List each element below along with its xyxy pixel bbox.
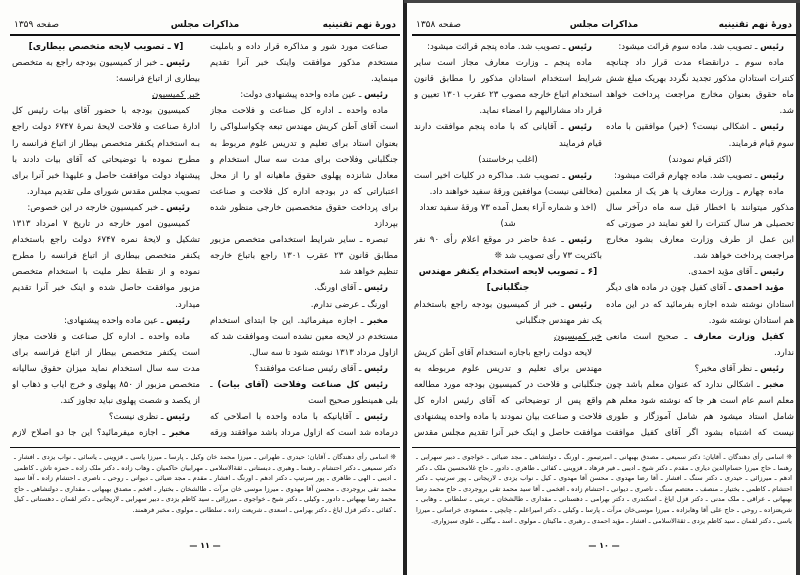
paragraph — [210, 377, 398, 409]
speaker-name: رئیس — [166, 412, 190, 423]
running-header — [412, 20, 796, 36]
paragraph — [210, 103, 398, 232]
paragraph-text: ـ آقایانیکه با ماده واحده با اصلاحی که درماده شد است که ازاول مرداد باشد موافقند ورقه — [210, 412, 398, 439]
paragraph — [12, 329, 200, 409]
paragraph-text: ـ نظری نیست؟ — [108, 412, 167, 423]
scan-edge — [796, 0, 800, 575]
paragraph — [414, 345, 602, 443]
speaker-name: رئیس — [760, 170, 784, 181]
speaker-name: رئیس — [166, 58, 190, 69]
speaker-name: مخبر — [169, 428, 190, 439]
speaker-name: رئیس — [760, 363, 784, 374]
paragraph-text: ـ تصویب شد. مذاکره در کلیات اخیر است (مخالفی نیست) موافقین ورقهٔ سفید خواهند داد. — [414, 170, 602, 197]
paragraph-text: ـ اجازه میفرمائید؟ این جا دو اصلاح لازم — [12, 428, 166, 439]
footnote-divider — [10, 447, 400, 448]
speaker-name: مؤید احمدی — [734, 283, 784, 294]
speaker-name: رئیس — [568, 299, 592, 310]
paragraph — [210, 409, 398, 443]
paragraph-text: [۶ ـ تصویب لایحه استخدام یکنفر مهندس جنگلبانی] — [418, 267, 598, 294]
paragraph-text: ـ تصویب شد. ماده پنجم قرائت میشود: — [427, 42, 569, 52]
page-number: — ۱۰ — — [588, 541, 620, 550]
paragraph — [606, 39, 794, 55]
paragraph-text: ـ بلی همینطور صحیح است — [210, 379, 398, 407]
paragraph-text: ـ نظر آقای مخبر؟ — [694, 363, 761, 374]
paragraph — [12, 216, 200, 313]
paragraph — [210, 313, 398, 361]
paragraph-text: لایحه دولت راجع باجازه استخدام آقای آطن کریش مهندس برای تعلیم و تدریس علوم مربوطه به جنگلبانی و فلاحت در کمیسیون بودجه مورد مطالعه واقع پس از توضیحاتی که آقای رئیس اداره کل فلاحت و صناعت بیان نمودند با ماده واحده پیشنهادی موافقت حاصل و اینک خبر آنرا تقدیم مجلس مقدس — [414, 347, 602, 439]
paragraph — [414, 119, 602, 151]
paragraph-text: تبصره ـ سایر شرایط استخدامی متخصص مزبور مطابق قانون ۲۳ عقرب ۱۳۰۱ راجع باتباع خارجه تنظیم خواهد شد — [210, 235, 398, 278]
paragraph — [606, 361, 794, 377]
speaker-name: رئیس کل صناعت وفلاحت (آقای بیات) — [217, 379, 388, 390]
header-title: مذاکرات مجلس — [170, 20, 240, 30]
paragraph-text: ـ خبر کمیسیون خارجه در این خصوص: — [27, 202, 167, 213]
paragraph — [414, 200, 602, 232]
column-left — [414, 39, 602, 443]
paragraph — [414, 232, 602, 264]
paragraph-text: ـ اشکالی ندارد که عنوان معلم باشد چون معلم اسم عام است هر جا که نوشته شود معلم هم شامل استاد میشود هم شامل آموزگار و طوری نیست که اشتباه بشود اگر آقای کفیل موافقت — [606, 379, 794, 439]
header-title: مذاکرات مجلس — [569, 20, 639, 30]
paragraph — [12, 200, 200, 216]
paragraph-text: ماده سوم ـ درانقضاء مدت قرار داد چنانچه کنترات استادان مذکور تجدید نگردد بهریک مبلغ شش ماه حقوق بعنوان مخارج مراجعت پرداخت خواهد شد. — [606, 58, 794, 117]
speaker-name: مخبر — [763, 379, 784, 390]
paragraph-text: کمیسیون امور خارجه در تاریخ ۷ امرداد ۱۳۱۳ تشکیل و لایحهٔ نمره ۶۷۴۷ دولت راجع باستخدام یکنفر متخصص بیطاری از اتباع فرانسه را مطرح نموده و از نقطهٔ نظر ملیت با استخدام متخصص مزبور موافقت حاصل شده و اینک خبر آنرا تقدیم میدارد. — [12, 219, 200, 310]
paragraph-text: ماده واحده ـ اداره کل صناعت و فلاحت مجاز است آقای آطن کریش مهندس تبعه چکواسلواکی را بعنوان استاد برای تعلیم و تدریس علوم مربوط به جنگلبانی وفلاحت برای مدت سه سال استخدام و معادل شانزده پهلوی حقوق ماهیانه او را از محل اعتباراتی که در بودجه اداره کل فلاحت و صناعت برای پرداخت حقوق متخصصین خارجی منظور شده بپردازد — [210, 106, 398, 230]
column-right — [210, 39, 398, 443]
paragraph-text: ـ تصویب شد. ماده سوم قرائت میشود: — [618, 42, 761, 52]
paragraph — [606, 55, 794, 119]
paragraph — [12, 55, 200, 87]
paragraph-text: ـ آقای رئیس صناعت موافقند؟ — [254, 363, 365, 374]
paragraph — [606, 184, 794, 264]
paragraph-text: ـ عدهٔ حاضر در موقع اعلام رأی ۹۰ نفر باکثریت ۷۳ رأی تصویب شد ❊ — [414, 235, 602, 262]
header-page-number: صفحه ۱۳۵۹ — [14, 20, 60, 30]
footnote-voters: ❊ اسامی رأی دهندگان ـ آقایان: دکتر سمیعی ـ مصدق بهبهانی ـ امیرتیمور ـ اورنگ ـ دولتشاهی ـ مجد ضیائی ـ خواجوی ـ دبیر سهرابی ـ رهنما ـ حاج میرزا حسام‌الدین دیاری ـ مقدم ـ دکتر شیخ ـ ادیبی ـ فیر فرهاد ـ قزوینی ـ کفائی ـ طاهری ـ دادور ـ حاج غلامحسین ملک ـ دکتر ادهم ـ میرزائی ـ حیدری ـ دکتر سنگ ـ افشار ـ آقا رضا مهدوی ـ محسن آقا مهدوی ـ کیل ـ نواب یزدی ـ لاریجانی ـ پور سرتیپ ـ دکتر احتشام ـ کاظمی ـ بختیار ـ منصف ـ معتصم سنگ ـ ناصری ـ دیوانی ـ احتشام زاده ـ افخمی ـ آقا سید محمد تقی بروجردی ـ حاج محمد رضا بهبهانی ـ عراقی ـ ملک مدنی ـ دکتر قزل ایاغ ـ اسکندری ـ دکتر بهرامی ـ دهستانی ـ مقداری ـ طالشخان ـ تربتی ـ سلطانی ـ وهابی ـ شریعتزاده ـ روحی ـ حاج علی آقا وهابزاده ـ میرزا موسی‌خان مرآت ـ پارسا ـ وکیلی ـ دکتر امیراعلم ـ چایچی ـ مسعودی خراسانی ـ میرزا یاسی ـ دکتر لقمان ـ سید کاظم یزدی ـ ثقة‌الاسلامی ـ افشار ـ مؤید احمدی ـ رهبری ـ ماکیتان ـ مولوی ـ اسد ـ بیگلی ـ علوی سبزواری. — [416, 453, 792, 525]
paragraph — [606, 152, 794, 168]
footnote-divider — [412, 447, 796, 448]
paragraph — [210, 39, 398, 87]
paragraph-text: ـ صحیح است مانعی ندارد. — [606, 331, 794, 358]
speaker-name: رئیس — [568, 122, 592, 133]
paragraph-text: ـ آقای اورنگ. — [314, 283, 365, 294]
paragraph-text: ـ خبر از کمیسیون بودجه راجع باستخدام یک نفر مهندس جنگلبانی — [414, 299, 602, 326]
paragraph-text: ـ تصویب شد. ماده چهارم قرائت میشود: — [613, 170, 761, 181]
paragraph — [414, 39, 602, 55]
left-page — [10, 0, 400, 575]
paragraph — [606, 377, 794, 443]
column-right — [606, 39, 794, 443]
speaker-name: رئیس — [364, 412, 388, 423]
paragraph — [414, 55, 602, 119]
paragraph-text: (اکثر قیام نمودند) — [668, 154, 732, 165]
paragraph — [12, 103, 200, 200]
paragraph — [12, 425, 200, 443]
running-header — [10, 20, 400, 36]
header-page-number: صفحه ۱۳۵۸ — [416, 20, 462, 30]
speaker-name: رئیس — [364, 90, 388, 101]
paragraph-text: (اخذ و شماره آراء بعمل آمده ۷۳ ورقهٔ سفید تعداد شد) — [419, 202, 597, 230]
section-heading — [12, 39, 200, 55]
speaker-name: رئیس — [568, 235, 592, 246]
speaker-name: رئیس — [166, 202, 190, 213]
paragraph-text: [۷ ـ تصویب لایحه متخصص بیطاری] — [28, 42, 184, 52]
speaker-name: رئیس — [568, 170, 592, 181]
paragraph — [12, 313, 200, 329]
paragraph — [606, 119, 794, 151]
paragraph-text: ـ اشکالی نیست؟ (خیر) موافقین با ماده سوم قیام فرمایند. — [606, 122, 794, 149]
speaker-name: رئیس — [364, 363, 388, 374]
paragraph — [606, 168, 794, 184]
speaker-name: رئیس — [760, 122, 784, 133]
paragraph-text: ـ آقایانی که با ماده پنجم موافقت دارند قیام فرمایند — [414, 122, 602, 149]
column-left — [12, 39, 200, 443]
header-period: دورهٔ نهم تقنینیه — [718, 20, 792, 30]
paragraph — [414, 152, 602, 168]
paragraph — [606, 280, 794, 328]
paragraph-text: ماده چهارم ـ وزارت معارف یا هر یک از معلمین مذکور میتوانند با اخطار قبل سه ماه درآخر سال تحصیلی هر سال کنترات را لغو نمایند در صورتی که این عمل از طرف وزارت معارف بشود مخارج مراجعت پرداخت خواهد شد. — [606, 186, 794, 262]
paragraph — [414, 329, 602, 345]
paragraph-text: خبر کمیسیون — [151, 90, 200, 101]
paragraph-text: ماده پنجم ـ وزارت معارف مجاز است سایر شرایط استخدام استادان مذکور را مطابق قانون استخدام اتباع خارجه مصوب ۲۳ عقرب ۱۳۰۱ تعیین و قرار داد مشارالیهم را امضاء نماید. — [414, 58, 602, 117]
paragraph — [210, 280, 398, 296]
paragraph-text: ـ آقای مؤید احمدی. — [688, 267, 761, 278]
speaker-name: رئیس — [760, 42, 784, 52]
book-gutter — [403, 0, 407, 575]
page-number: — ۱۱ — — [189, 541, 221, 550]
paragraph-text: ـ خبر از کمیسیون بودجه راجع به متخصص بیطاری از اتباع فرانسه: — [12, 58, 200, 85]
speaker-name: کفیل وزارت معارف — [693, 331, 784, 342]
paragraph — [414, 297, 602, 329]
paragraph — [606, 329, 794, 361]
paragraph-text: (اغلب برخاستند) — [478, 154, 538, 165]
header-period: دورهٔ نهم تقنینیه — [322, 20, 396, 30]
paragraph-text: خبر کمیسیون — [553, 331, 602, 342]
paragraph — [606, 264, 794, 280]
speaker-name: رئیس — [760, 267, 784, 278]
paragraph — [210, 297, 398, 313]
paragraph-text: کمیسیون بودجه با حضور آقای بیات رئیس کل ادارهٔ صناعت و فلاحت لایحهٔ نمرهٔ ۶۷۴۷ دولت راجع بـه استخدام یکنفر متخصص بیطار از اتباع فرانسه را مطرح نموده با توضیحاتی که آقای بیات دادند با پیشنهاد دولت موافقت حاصل و علیهذا خبر آنرا برای تصویب مجلس مقدس شورای ملی تقدیم میدارد. — [12, 106, 200, 197]
paragraph — [12, 87, 200, 103]
paragraph-text: ـ اجازه میفرمائید. این جا ابتدای استخدام مستخدم در لایحه معین نشده است وموافقت شد که ازاول مرداد ۱۳۱۳ نوشته شود تا سه سال. — [210, 315, 398, 358]
paragraph-text: ماده واحده ـ اداره کل صناعت و فلاحت مجاز است یکنفر متخصص بیطار از اتباع فرانسه برای مدت سه سال استخدام نماید میزان حقوق سالیانه متخصص مزبور از ۸۵۰ پهلوی و خرج ایاب و ذهاب او از یکصد و شصت پهلوی نباید تجاوز کند. — [12, 331, 200, 407]
paragraph-text: ـ عین ماده واحده پیشنهادی: — [64, 315, 167, 326]
paragraph-text: اورنگ ـ عرضی ندارم. — [310, 299, 388, 310]
paragraph — [210, 232, 398, 280]
speaker-name: رئیس — [166, 315, 190, 326]
paragraph-text: ـ عین ماده واحده پیشنهادی دولت: — [240, 90, 365, 101]
paragraph-text: صناعت مورد شور و مذاکره قرار داده و باملیت مستخدم مذکور موافقت واینک خبر آنرا تقدیم مینماید. — [210, 42, 398, 85]
right-page — [412, 0, 796, 575]
speaker-name: مخبر — [367, 315, 388, 326]
paragraph-text: ـ آقای کفیل چون در ماده های دیگر استادان نوشته شده اجازه بفرمائید که در این ماده هم استادان نوشته شود. — [606, 283, 794, 326]
speaker-name: رئیس — [568, 42, 592, 52]
paragraph — [414, 168, 602, 200]
paragraph — [210, 361, 398, 377]
footnote-voters: ❊ اسامی رأی دهندگان ـ آقایان: حیدری ـ طهرانی ـ میرزا محمد خان وکیل ـ پارسا ـ میرزا یاسی ـ قزوینی ـ یاسائی ـ نواب یزدی ـ افشار ـ دکتر سمیعی ـ دکتر احتشام ـ رهنما ـ وهبری ـ دبستانی ـ ثقة‌الاسلامی ـ مهرابیان حاکمیان ـ وهاب زاده ـ دکتر ملک زاده ـ حمزه تاش ـ کاظمی ـ ادیبی ـ الهی ـ طاهری ـ پور سرتیپ ـ دکتر ادهم ـ اورنگ ـ افشار ـ مقدم ـ مجد ضیائی ـ دیوانی ـ روحی ـ ناصری ـ احتشام زاده ـ آقا سید محمد تقی بروجردی ـ محسن آقا مهدوی ـ میرزا موسی خان مرآت ـ طالشخان ـ بختیار ـ افخم ـ مصدق بهبهانی ـ مقداری ـ دولتشاهی ـ حاج محمد رضا بهبهانی ـ دادور ـ وکیلی ـ دکتر شیخ ـ خواجوی ـ میرزائی ـ سید کاظم یزدی ـ دبیر سهرابی ـ لاریجانی ـ دکتر لقمان ـ دهستانی ـ کیل ـ کفائی ـ دکتر قزل ایاغ ـ دکتر بهرامی ـ اسعدی ـ شریعت زاده ـ سلطانی ـ مولوی ـ مخبر فرهمند. — [14, 453, 396, 514]
paragraph — [210, 87, 398, 103]
section-heading — [414, 264, 602, 296]
paragraph — [12, 409, 200, 425]
speaker-name: رئیس — [364, 283, 388, 294]
